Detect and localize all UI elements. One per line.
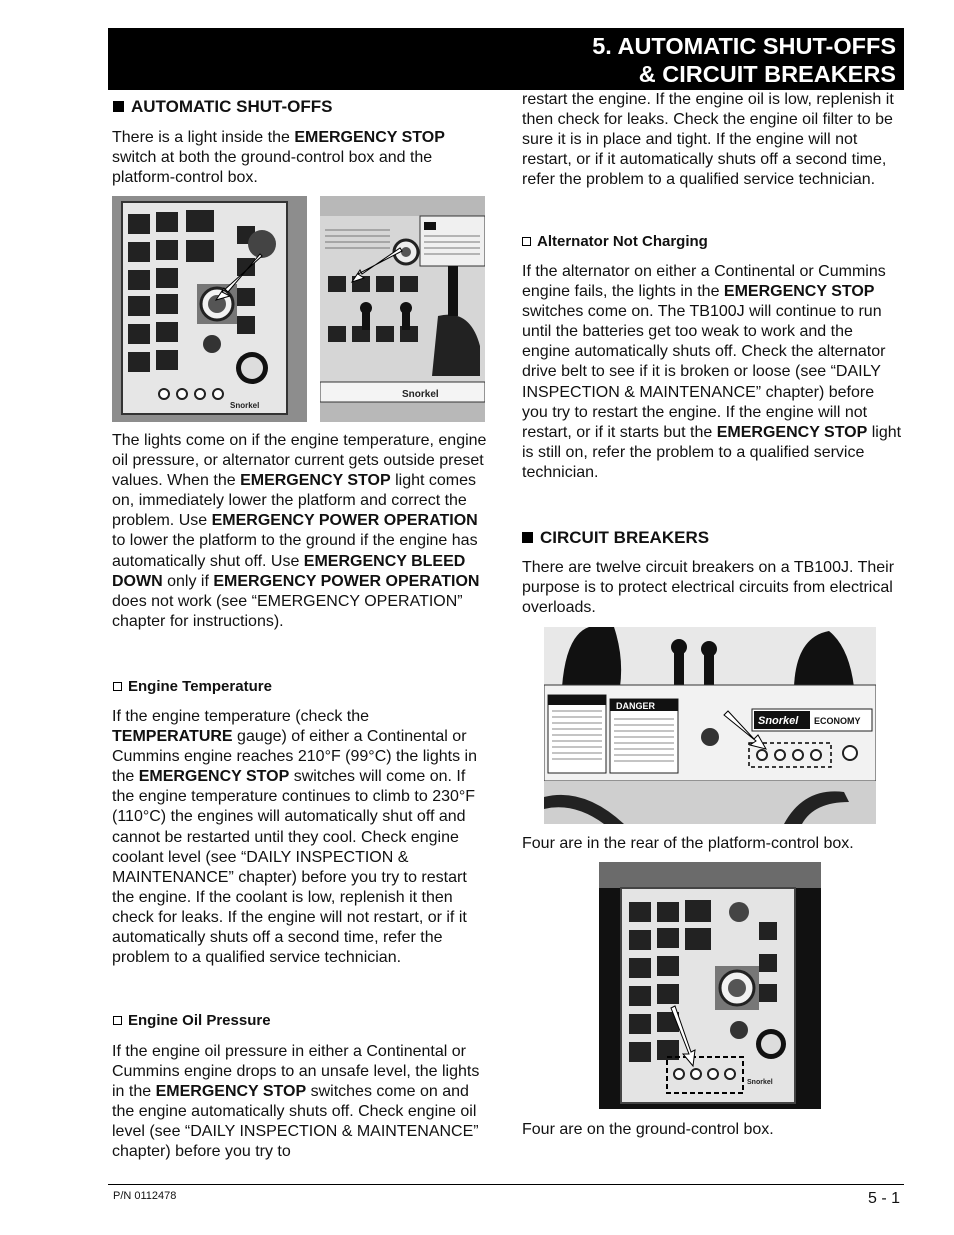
text: Four are in the rear of the platform-control box. xyxy=(522,835,854,852)
section-heading-automatic-shutoffs xyxy=(113,97,332,117)
section-heading-text: CIRCUIT BREAKERS xyxy=(540,528,710,547)
svg-text:Snorkel: Snorkel xyxy=(230,401,260,410)
svg-text:Snorkel: Snorkel xyxy=(758,715,799,727)
text: restart the engine. If the engine oil is low, replenish it then check for leaks. Check the engine oil filter to be sure it is in place and tight. If the engine will not restart, or if it automatically shuts off a second time, refer the problem to a qualified service technician. xyxy=(522,91,894,189)
checkbox-bullet-icon xyxy=(113,682,122,691)
text: to lower the platform to the ground if the engine has automatically shut off. Use xyxy=(112,532,478,570)
subheading-engine-temperature xyxy=(113,678,272,696)
bold-text: EMERGENCY STOP xyxy=(240,472,391,490)
section-heading-text: AUTOMATIC SHUT-OFFS xyxy=(131,97,333,116)
bullet-square-icon xyxy=(113,101,124,112)
engine-oil-pressure-paragraph xyxy=(112,1042,490,1163)
alternator-paragraph xyxy=(522,262,902,483)
ground-control-box-photo xyxy=(112,196,307,422)
text: switches will come on. If the engine temperature continues to climb to 230°F (110°C) the engines will automatically shut off and cannot be restarted until they cool. Check engine coolant level (see “DAILY INSPECTION & MAINTENANCE” chapter) before you try to restart the engine. If the coolant is low, replenish it then check for leaks. If the engine will not restart, or if it automatically shuts off a second time, refer the problem to a qualified service technician. xyxy=(112,768,476,967)
text: There are twelve circuit breakers on a TB100J. Their purpose is to protect electrical circuits from electrical overloads. xyxy=(522,559,895,617)
text: only if xyxy=(162,572,214,590)
chapter-banner xyxy=(108,28,904,90)
bold-text: EMERGENCY STOP xyxy=(138,768,290,786)
subheading-text: Engine Oil Pressure xyxy=(128,1012,271,1029)
bold-text: EMERGENCY BLEED DOWN xyxy=(112,552,466,590)
bold-text: EMERGENCY STOP xyxy=(155,1083,307,1101)
section-heading-circuit-breakers xyxy=(522,528,709,548)
text: Four are on the ground-control box. xyxy=(522,1121,774,1138)
svg-text:Snorkel: Snorkel xyxy=(402,389,439,400)
bold-text: EMERGENCY STOP xyxy=(723,283,875,301)
text: switches come on. The TB100J will continue to run until the batteries get too weak to work and the engine automatically shuts off. Check the alternator drive belt to see if it is broken or loose (see “DAILY INSPECTION & MAINTENANCE” chapter) before you try to restart the engine. If the engine will not restart, or if it starts but the xyxy=(522,303,886,441)
platform-rear-breakers-photo xyxy=(544,627,876,824)
bold-text: EMERGENCY STOP xyxy=(294,129,445,146)
text: gauge) of either a Continental or Cummins engine reaches 210°F (99°C) the lights in the xyxy=(112,728,477,786)
bold-text: EMERGENCY STOP xyxy=(716,423,868,441)
engine-temperature-paragraph xyxy=(112,707,490,968)
subheading-text: Engine Temperature xyxy=(128,678,272,695)
caption-ground-control xyxy=(522,1120,902,1140)
text: does not work (see “EMERGENCY OPERATION” chapter for instructions). xyxy=(112,592,463,630)
caption-platform-rear xyxy=(522,834,902,854)
part-number: P/N 0112478 xyxy=(113,1190,177,1202)
ground-control-breakers-photo xyxy=(599,862,821,1109)
svg-text:DANGER: DANGER xyxy=(616,701,656,711)
checkbox-bullet-icon xyxy=(522,237,531,246)
chapter-title-line1: 5. AUTOMATIC SHUT-OFFS xyxy=(592,33,896,59)
text: light is still on, refer the problem to a qualified service technician. xyxy=(522,423,902,481)
text: There is a light inside the xyxy=(112,129,295,146)
subheading-alternator xyxy=(522,233,708,251)
intro-paragraph xyxy=(112,128,492,188)
chapter-title-line2: & CIRCUIT BREAKERS xyxy=(638,61,896,87)
text: The lights come on if the engine temperature, engine oil pressure, or alternator current gets outside preset values. When the xyxy=(112,432,487,490)
platform-control-box-photo xyxy=(320,196,485,422)
text: If the engine oil pressure in either a Continental or Cummins engine drops to an unsafe level, the lights in the xyxy=(112,1043,480,1101)
text: If the alternator on either a Continental or Cummins engine fails, the lights in the xyxy=(522,263,886,301)
subheading-engine-oil-pressure xyxy=(113,1012,271,1030)
bold-text: EMERGENCY POWER OPERATION xyxy=(213,572,480,590)
checkbox-bullet-icon xyxy=(113,1016,122,1025)
text: light comes on, immediately lower the platform and correct the problem. Use xyxy=(112,472,477,530)
bold-text: TEMPERATURE xyxy=(112,728,233,746)
page-number: 5 - 1 xyxy=(867,1190,900,1207)
svg-text:ECONOMY: ECONOMY xyxy=(814,716,861,726)
footer-rule xyxy=(108,1184,904,1185)
lights-paragraph xyxy=(112,431,490,632)
chapter-title xyxy=(592,32,896,88)
text: switch at both the ground-control box and the platform-control box. xyxy=(112,149,433,187)
bullet-square-icon xyxy=(522,532,533,543)
continued-paragraph xyxy=(522,90,902,190)
circuit-breakers-paragraph xyxy=(522,558,902,618)
text: If the engine temperature (check the xyxy=(112,708,370,725)
subheading-text: Alternator Not Charging xyxy=(537,233,708,250)
svg-text:Snorkel: Snorkel xyxy=(747,1079,773,1086)
bold-text: EMERGENCY POWER OPERATION xyxy=(211,512,478,530)
text: switches come on and the engine automatically shuts off. Check engine oil level (see “DAILY INSPECTION & MAINTENANCE” chapter) before you try to xyxy=(112,1083,479,1161)
